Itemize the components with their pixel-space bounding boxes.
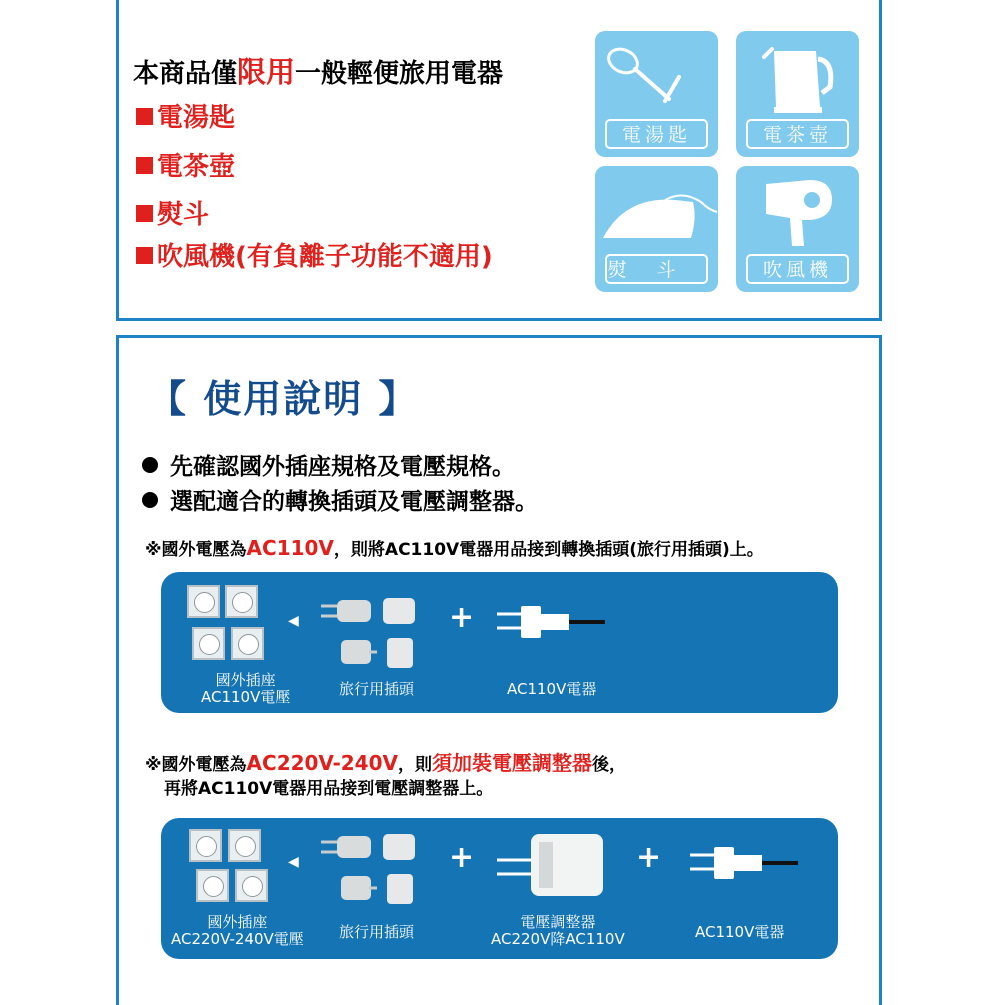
item-spoon: 電湯匙	[136, 97, 235, 134]
plug-icon	[688, 843, 798, 893]
band-220v	[161, 818, 838, 959]
plug-icon	[495, 602, 605, 652]
voltage-regulator-icon	[495, 830, 605, 900]
appliance-label: AC110V電器	[695, 923, 785, 941]
tile-hairdryer: 吹風機	[736, 166, 859, 292]
socket-label: 國外插座 AC220V-240V電壓	[171, 913, 304, 948]
item-iron: 熨斗	[136, 194, 209, 231]
item-kettle: 電茶壺	[136, 146, 235, 183]
adapter-label: 旅行用插頭	[339, 923, 415, 941]
adapter-label: 旅行用插頭	[339, 680, 415, 698]
arrow-left-icon: ◀	[288, 613, 299, 629]
regulator-label: 電壓調整器 AC220V降AC110V	[491, 913, 625, 948]
intro-line: 本商品僅限用一般輕便旅用電器	[133, 55, 504, 89]
socket-icon	[187, 585, 220, 618]
plus-icon: +	[636, 840, 662, 875]
band-110v	[161, 572, 838, 713]
red-square-icon	[136, 205, 153, 222]
red-square-icon	[136, 247, 153, 264]
red-square-icon	[136, 157, 153, 174]
socket-icon	[192, 627, 225, 660]
socket-icon	[196, 869, 229, 902]
note-110v: ※國外電壓為AC110V，則將AC110V電器用品接到轉換插頭(旅行用插頭)上。	[145, 536, 764, 560]
arrow-left-icon: ◀	[288, 854, 299, 870]
travel-adapter-icon	[317, 830, 427, 910]
tile-kettle: 電茶壺	[736, 31, 859, 157]
plus-icon: +	[449, 840, 475, 875]
iron-icon	[595, 166, 718, 256]
tile-spoon: 電湯匙	[595, 31, 718, 157]
socket-icon	[231, 627, 264, 660]
travel-adapter-icon	[317, 594, 427, 674]
bullet-dot-icon	[142, 457, 158, 473]
usage-title: 【 使用說明 】	[148, 377, 419, 421]
item-hairdryer: 吹風機(有負離子功能不適用)	[136, 236, 493, 273]
socket-icon	[235, 869, 268, 902]
note-220v: ※國外電壓為AC220V-240V，則須加裝電壓調整器後，	[145, 751, 626, 775]
note-220v-line2: 再將AC110V電器用品接到電壓調整器上。	[164, 779, 494, 799]
appliance-label: AC110V電器	[507, 680, 597, 698]
socket-label: 國外插座 AC110V電壓	[201, 671, 291, 706]
socket-icon	[228, 829, 261, 862]
spoon-icon	[595, 31, 718, 121]
kettle-icon	[736, 31, 859, 121]
intro-highlight: 限用	[237, 55, 296, 89]
bullet-dot-icon	[142, 492, 158, 508]
tile-iron: 熨斗	[595, 166, 718, 292]
socket-icon	[189, 829, 222, 862]
plus-icon: +	[449, 600, 475, 635]
usage-bullet-2: 選配適合的轉換插頭及電壓調整器。	[142, 483, 538, 516]
usage-bullet-1: 先確認國外插座規格及電壓規格。	[142, 448, 515, 481]
red-square-icon	[136, 108, 153, 125]
hairdryer-icon	[736, 166, 859, 256]
socket-icon	[225, 585, 258, 618]
